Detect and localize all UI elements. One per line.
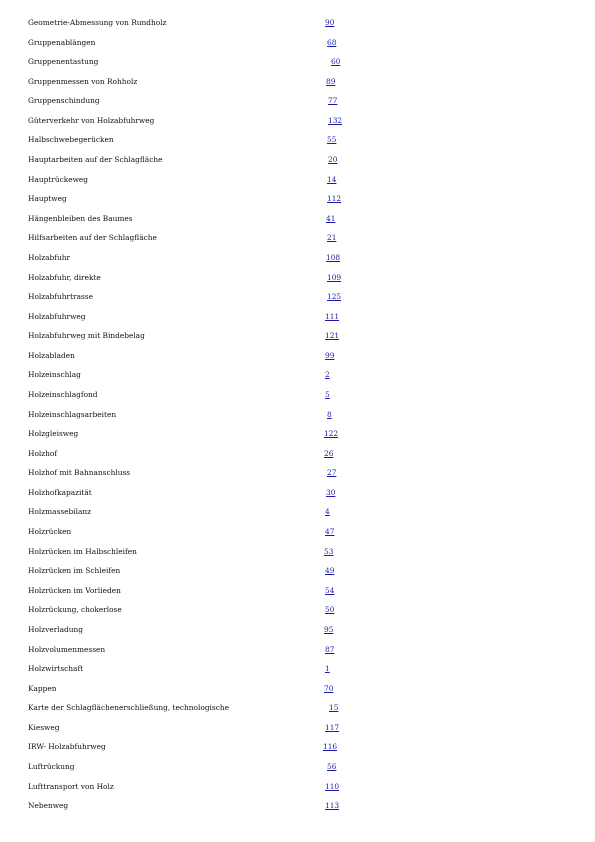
index-entry <box>28 311 358 331</box>
index-term: Holzrückung, chokerlose <box>28 605 122 615</box>
index-term: IRW- Holzabfuhrweg <box>28 742 106 752</box>
index-entry <box>28 232 358 252</box>
index-entry <box>28 252 358 272</box>
index-entry <box>28 95 358 115</box>
index-term: Holzhof mit Bahnanschluss <box>28 468 131 478</box>
page-number-link[interactable]: 132 <box>328 115 343 125</box>
index-entry <box>28 409 358 429</box>
index-term: Karte der Schlagflächenerschließung, technologische <box>28 703 229 713</box>
index-term: Holzhof <box>28 448 58 458</box>
page-number-link[interactable]: 125 <box>327 292 342 302</box>
index-term: Halbschwebegerücken <box>28 135 114 145</box>
index-term: Holzwirtschaft <box>28 664 84 674</box>
page-number-link[interactable]: 26 <box>324 448 334 458</box>
index-term: Holzabfuhr <box>28 252 71 262</box>
page-number-link[interactable]: 1 <box>325 664 330 674</box>
index-term: Holzrücken im Halbschleifen <box>28 546 137 556</box>
page-number-link[interactable]: 47 <box>325 527 335 537</box>
index-term: Hauptrückeweg <box>28 174 89 184</box>
index-term: Holzeinschlagfond <box>28 389 98 399</box>
index-term: Lufttransport von Holz <box>28 781 114 791</box>
index-term: Gruppenmessen von Rohholz <box>28 76 138 86</box>
page-number-link[interactable]: 95 <box>324 624 334 634</box>
page-number-link[interactable]: 2 <box>325 370 330 380</box>
index-entry <box>28 565 358 585</box>
index-term: Holzhofkapazität <box>28 487 92 497</box>
index-list <box>28 17 358 820</box>
index-entry <box>28 56 358 76</box>
index-entry <box>28 193 358 213</box>
index-term: Holzrücken im Vorlieden <box>28 585 121 595</box>
index-entry <box>28 487 358 507</box>
index-entry <box>28 291 358 311</box>
page-number-link[interactable]: 116 <box>323 742 338 752</box>
index-entry <box>28 448 358 468</box>
index-term: Holzeinschlag <box>28 370 81 380</box>
index-entry <box>28 154 358 174</box>
index-term: Holzverladung <box>28 624 83 634</box>
index-entry <box>28 585 358 605</box>
index-term: Hauptarbeiten auf der Schlagfläche <box>28 155 163 165</box>
index-term: Holzrücken <box>28 527 72 537</box>
index-term: Holzvolumenmessen <box>28 644 106 654</box>
index-entry <box>28 272 358 292</box>
page-number-link[interactable]: 113 <box>325 801 340 811</box>
page-number-link[interactable]: 99 <box>325 350 335 360</box>
page-number-link[interactable]: 108 <box>326 252 341 262</box>
index-entry <box>28 506 358 526</box>
index-entry <box>28 741 358 761</box>
index-term: Holzgleisweg <box>28 429 79 439</box>
index-term: Holzabfuhrtrasse <box>28 292 93 302</box>
index-entry <box>28 369 358 389</box>
index-entry <box>28 546 358 566</box>
index-entry <box>28 761 358 781</box>
index-entry <box>28 37 358 57</box>
index-term: Geometrie-Abmessung von Rundholz <box>28 18 167 27</box>
index-entry <box>28 663 358 683</box>
index-term: Gruppenablängen <box>28 37 96 47</box>
index-term: Kiesweg <box>28 722 60 732</box>
index-entry <box>28 115 358 135</box>
index-entry <box>28 17 358 37</box>
index-entry <box>28 624 358 644</box>
page-number-link[interactable]: 21 <box>327 233 337 243</box>
page-number-link[interactable]: 27 <box>327 468 337 478</box>
index-term: Nebenweg <box>28 801 69 811</box>
page-number-link[interactable]: 54 <box>325 585 335 595</box>
page-number-link[interactable]: 90 <box>325 18 335 27</box>
index-entry <box>28 722 358 742</box>
index-entry <box>28 330 358 350</box>
index-entry <box>28 134 358 154</box>
index-entry <box>28 644 358 664</box>
page-number-link[interactable]: 53 <box>324 546 334 556</box>
index-entry <box>28 604 358 624</box>
page-number-link[interactable]: 112 <box>327 194 342 204</box>
page-number-link[interactable]: 5 <box>325 389 330 399</box>
index-entry <box>28 702 358 722</box>
index-term: Holzrücken im Schleifen <box>28 566 121 576</box>
page-number-link[interactable]: 30 <box>326 487 336 497</box>
index-entry <box>28 428 358 448</box>
index-term: Holzeinschlagsarbeiten <box>28 409 117 419</box>
index-entry <box>28 350 358 370</box>
index-entry <box>28 389 358 409</box>
page-number-link[interactable]: 49 <box>325 566 335 576</box>
page-number-link[interactable]: 109 <box>327 272 342 282</box>
page-number-link[interactable]: 20 <box>328 155 338 165</box>
index-term: Kappen <box>28 683 57 693</box>
index-entry <box>28 213 358 233</box>
page-number-link[interactable]: 87 <box>325 644 335 654</box>
index-entry <box>28 467 358 487</box>
index-term: Hauptweg <box>28 194 67 204</box>
page-number-link[interactable]: 68 <box>327 37 337 47</box>
index-term: Holzabfuhrweg mit Bindebelag <box>28 331 145 341</box>
page-number-link[interactable]: 60 <box>331 57 341 67</box>
index-entry <box>28 781 358 801</box>
page-number-link[interactable]: 121 <box>325 331 340 341</box>
page-number-link[interactable]: 77 <box>328 96 338 106</box>
page-number-link[interactable]: 89 <box>326 76 336 86</box>
page-number-link[interactable]: 50 <box>325 605 335 615</box>
index-term: Güterverkehr von Holzabfuhrweg <box>28 115 155 125</box>
page-number-link[interactable]: 15 <box>329 703 339 713</box>
index-term: Hängenbleiben des Baumes <box>28 213 133 223</box>
index-entry <box>28 683 358 703</box>
page-number-link[interactable]: 122 <box>324 429 339 439</box>
index-term: Gruppenentastung <box>28 57 99 67</box>
page-number-link[interactable]: 55 <box>327 135 337 145</box>
index-entry <box>28 174 358 194</box>
index-term: Holzmassebilanz <box>28 507 92 517</box>
page-number-link[interactable]: 111 <box>325 311 340 321</box>
page-number-link[interactable]: 110 <box>325 781 340 791</box>
page-number-link[interactable]: 8 <box>327 409 332 419</box>
index-entry <box>28 526 358 546</box>
index-entry <box>28 800 358 820</box>
index-term: Hilfsarbeiten auf der Schlagfläche <box>28 233 157 243</box>
page-number-link[interactable]: 4 <box>325 507 330 517</box>
page-number-link[interactable]: 41 <box>326 213 336 223</box>
index-term: Luftrückung <box>28 761 75 771</box>
index-term: Holzabfuhr, direkte <box>28 272 101 282</box>
index-entry <box>28 76 358 96</box>
index-term: Holzabfuhrweg <box>28 311 86 321</box>
page-number-link[interactable]: 117 <box>325 722 340 732</box>
index-term: Holzabladen <box>28 350 75 360</box>
page-number-link[interactable]: 56 <box>327 761 337 771</box>
index-term: Gruppenschindung <box>28 96 100 106</box>
page-number-link[interactable]: 70 <box>324 683 334 693</box>
page-number-link[interactable]: 14 <box>327 174 337 184</box>
